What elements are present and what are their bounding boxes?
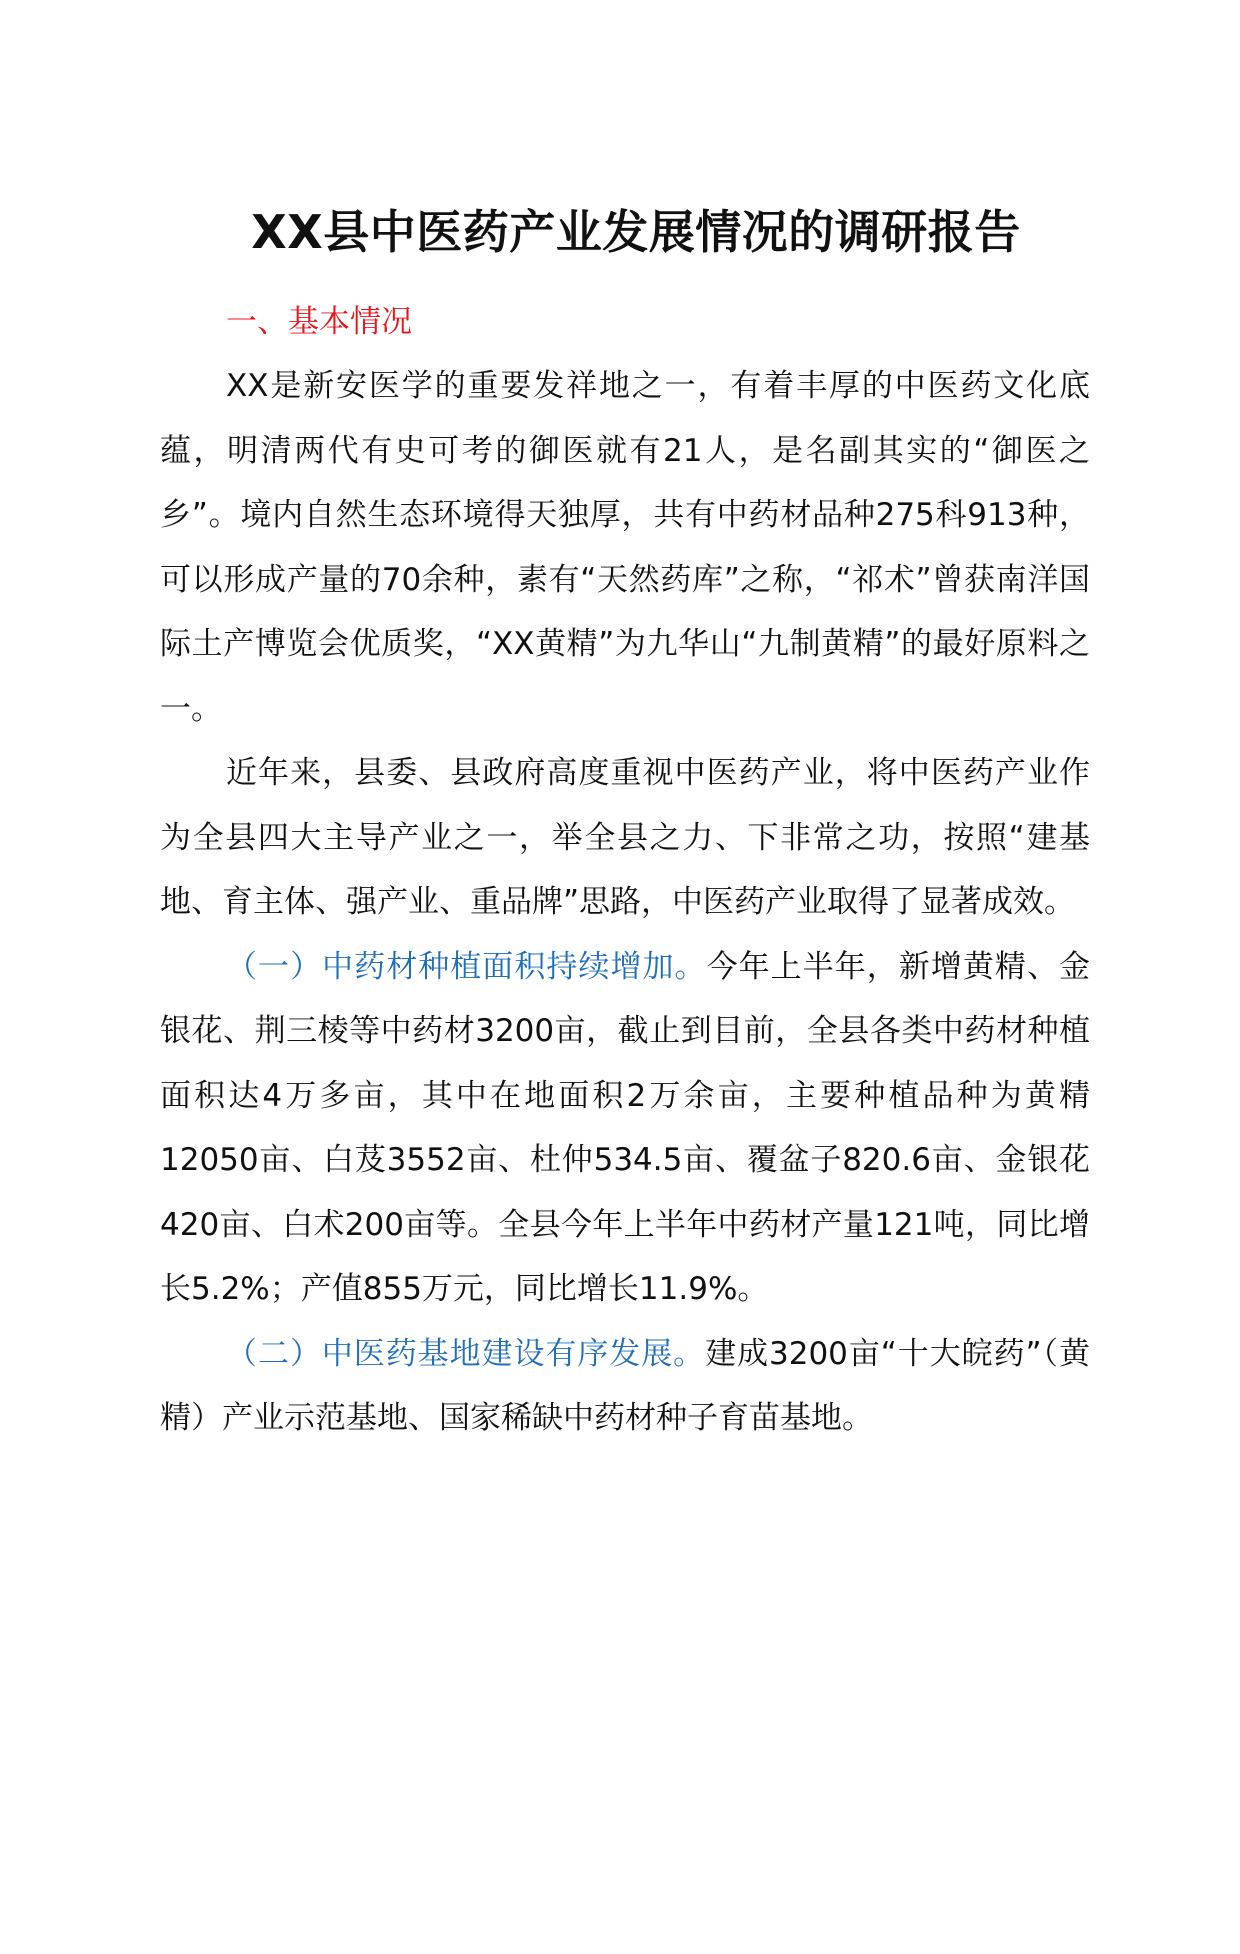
paragraph-subsection-2 <box>160 1322 1090 1451</box>
subsection-body-2: 建成3200亩“十大皖药”（黄精）产业示范基地、国家稀缺中药材种子育苗基地。 <box>160 1335 1090 1436</box>
paragraph-intro: XX是新安医学的重要发祥地之一，有着丰厚的中医药文化底蕴，明清两代有史可考的御医就有21人，是名副其实的“御医之乡”。境内自然生态环境得天独厚，共有中药材品种275科913种，可以形成产量的70余种，素有“天然药库”之称，“祁术”曾获南洋国际土产博览会优质奖，“XX黄精”为九华山“九制黄精”的最好原料之一。 <box>160 368 1090 727</box>
subsection-heading-2: （二）中医药基地建设有序发展。 <box>226 1335 706 1372</box>
document-title: XX县中医药产业发展情况的调研报告 <box>251 205 1021 259</box>
paragraph-subsection-1 <box>160 935 1090 1322</box>
subsection-heading-1: （一）中药材种植面积持续增加。 <box>226 948 707 985</box>
subsection-body-1: 今年上半年，新增黄精、金银花、荆三棱等中药材3200亩，截止到目前，全县各类中药材种植面积达4万多亩，其中在地面积2万余亩，主要种植品种为黄精12050亩、白芨3552亩、杜仲534.5亩、覆盆子820.6亩、金银花420亩、白术200亩等。全县今年上半年中药材产量121吨，同比增长5.2%；产值855万元，同比增长11.9%。 <box>160 948 1091 1307</box>
document-page <box>0 200 1240 1954</box>
paragraph-recent-years: 近年来，县委、县政府高度重视中医药产业，将中医药产业作为全县四大主导产业之一，举全县之力、下非常之功，按照“建基地、育主体、强产业、重品牌”思路，中医药产业取得了显著成效。 <box>160 755 1090 920</box>
section-heading-basic-situation: 一、基本情况 <box>226 304 412 340</box>
